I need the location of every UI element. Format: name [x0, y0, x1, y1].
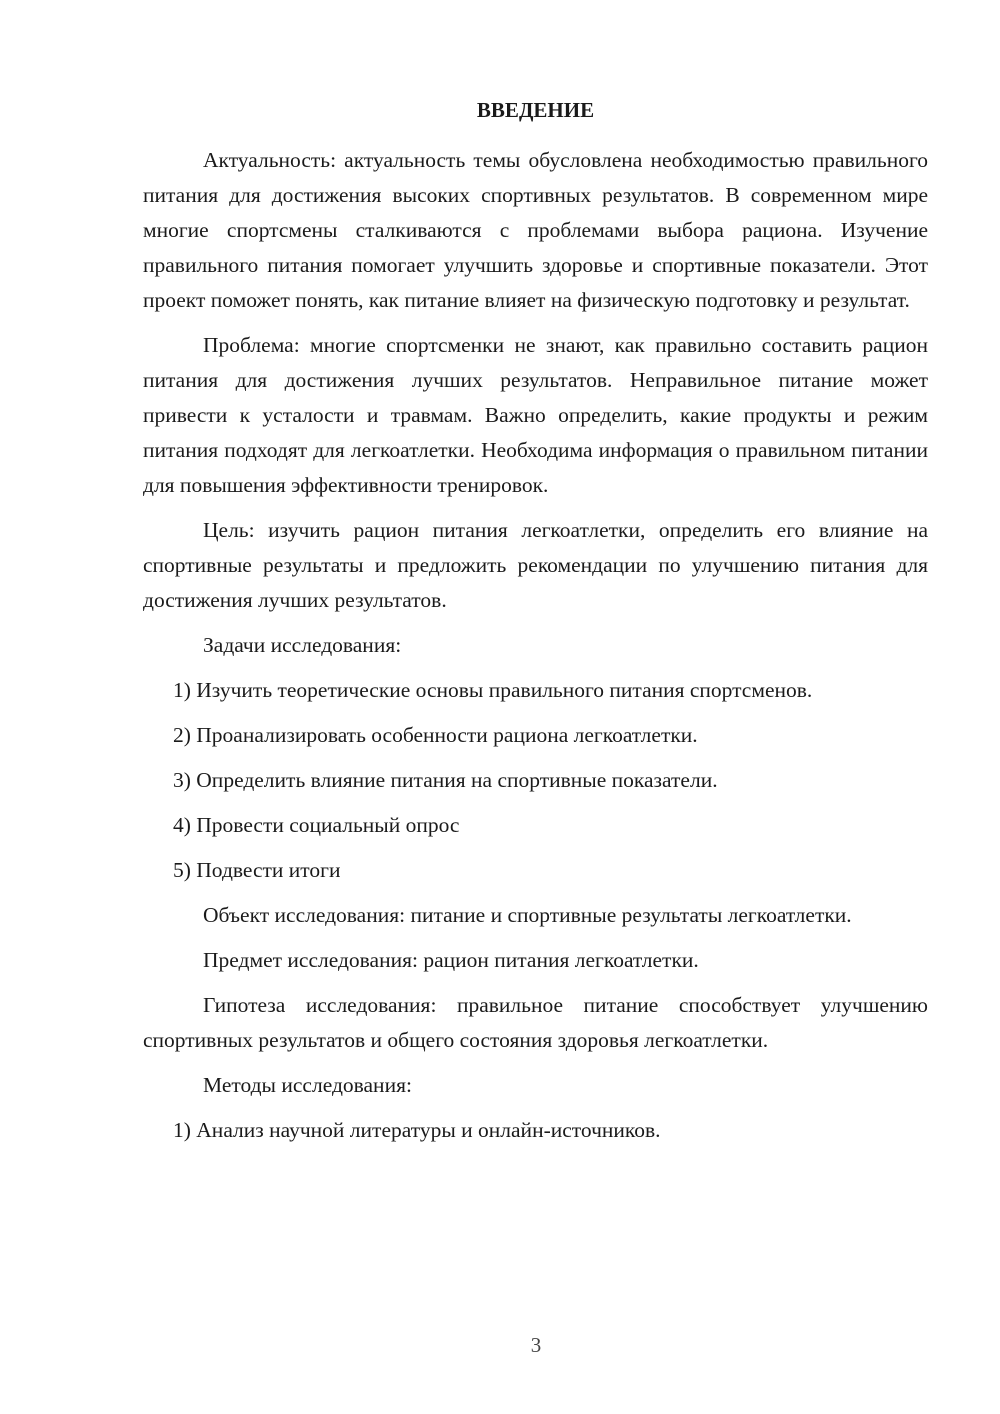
- methods-title: Методы исследования:: [203, 1073, 412, 1097]
- page-content: [143, 95, 928, 1158]
- paragraph-subject: Предмет исследования: рацион питания легкоатлетки.: [203, 948, 699, 972]
- paragraph-relevance: Актуальность: актуальность темы обусловлена необходимостью правильного питания для достижения высоких спортивных результатов. В современном мире многие спортсмены сталкиваются с проблемами выбора рациона. Изучение правильного питания помогает улучшить здоровье и спортивные показатели. Этот проект поможет понять, как питание влияет на физическую подготовку и результат.: [143, 148, 928, 312]
- method-item-1: 1) Анализ научной литературы и онлайн-источников.: [173, 1118, 661, 1142]
- paragraph-problem: Проблема: многие спортсменки не знают, как правильно составить рацион питания для достижения лучших результатов. Неправильное питание может привести к усталости и травмам. Важно определить, какие продукты и режим питания подходят для легкоатлетки. Необходима информация о правильном питании для повышения эффективности тренировок.: [143, 333, 928, 497]
- task-item-4: 4) Провести социальный опрос: [173, 813, 460, 837]
- paragraph-goal: Цель: изучить рацион питания легкоатлетки, определить его влияние на спортивные результаты и предложить рекомендации по улучшению питания для достижения лучших результатов.: [143, 518, 928, 612]
- task-item-2: 2) Проанализировать особенности рациона легкоатлетки.: [173, 723, 698, 747]
- paragraph-object: Объект исследования: питание и спортивные результаты легкоатлетки.: [203, 903, 852, 927]
- task-item-3: 3) Определить влияние питания на спортивные показатели.: [173, 768, 718, 792]
- task-item-1: 1) Изучить теоретические основы правильного питания спортсменов.: [173, 678, 813, 702]
- tasks-title: Задачи исследования:: [203, 633, 402, 657]
- page-number: 3: [530, 1333, 542, 1357]
- task-item-5: 5) Подвести итоги: [173, 858, 341, 882]
- paragraph-hypothesis: Гипотеза исследования: правильное питание способствует улучшению спортивных результатов и общего состояния здоровья легкоатлетки.: [143, 993, 928, 1052]
- section-heading: ВВЕДЕНИЕ: [476, 98, 595, 122]
